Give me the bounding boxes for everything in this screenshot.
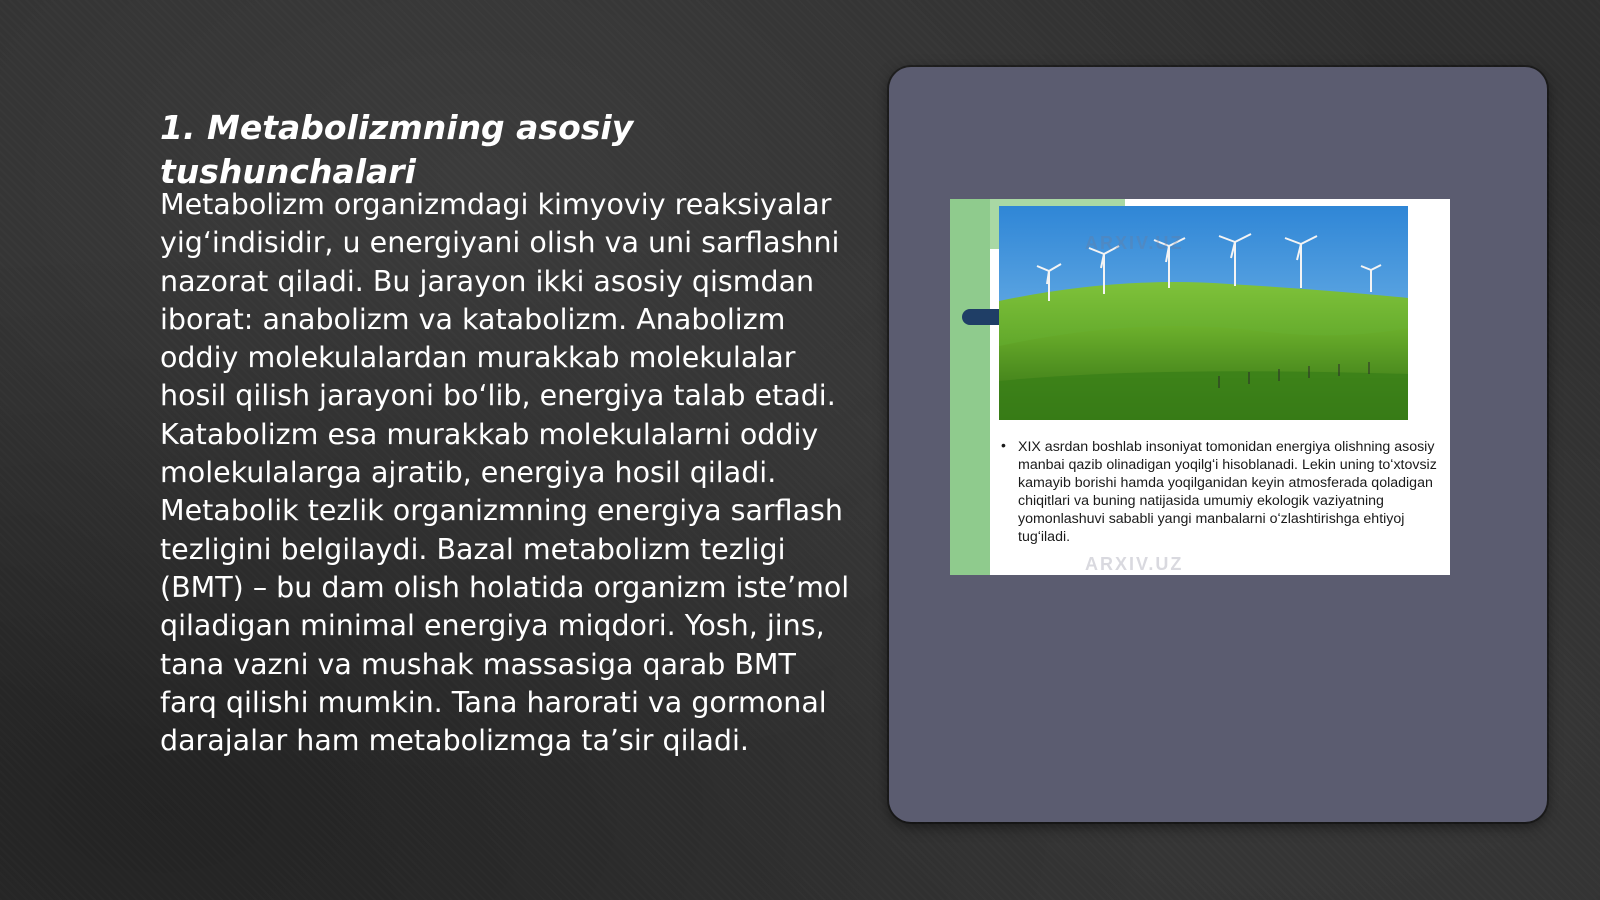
image-caption: XIX asrdan boshlab insoniyat tomonidan energiya olishning asosiy manbai qazib olinadigan yoqilgʻi hisoblanadi. Lekin uning toʻxtovsiz kamayib borishi hamda yoqilganidan keyin atmosferada qoladigan chiqitlari va buning natijasida umumiy ekologik vaziyatning yomonlashuvi sababli yangi manbalarni oʻzlashtirishga ehtiyoj tugʻiladi. [1018,439,1437,545]
watermark-top: ARXIV.UZ [1085,233,1184,253]
embedded-slide-image [950,199,1450,575]
watermark-bottom: ARXIV.UZ [1085,554,1184,574]
slide-body-text: Metabolizm organizmdagi kimyoviy reaksiyalar yigʻindisidir, u energiyani olish va uni sarflashni nazorat qiladi. Bu jarayon ikki asosiy qismdan iborat: anabolizm va katabolizm. Anabolizm oddiy molekulalardan murakkab molekulalar hosil qilish jarayoni boʻlib, energiya talab etadi. Katabolizm esa murakkab molekulalarni oddiy molekulalarga ajratib, energiya hosil qiladi. Metabolik tezlik organizmning energiya sarflash tezligini belgilaydi. Bazal metabolizm tezligi (BMT) – bu dam olish holatida organizm isteʼmol qiladigan minimal energiya miqdori. Yosh, jins, tana vazni va mushak massasiga qarab BMT farq qilishi mumkin. Tana harorati va gormonal darajalar ham metabolizmga taʼsir qiladi. [160,188,850,758]
bullet-icon: • [1001,437,1006,453]
wind-turbines-landscape-icon [999,206,1408,420]
slide-title: 1. Metabolizmning asosiy tushunchalari [160,108,634,191]
green-accent-strip [950,199,990,575]
